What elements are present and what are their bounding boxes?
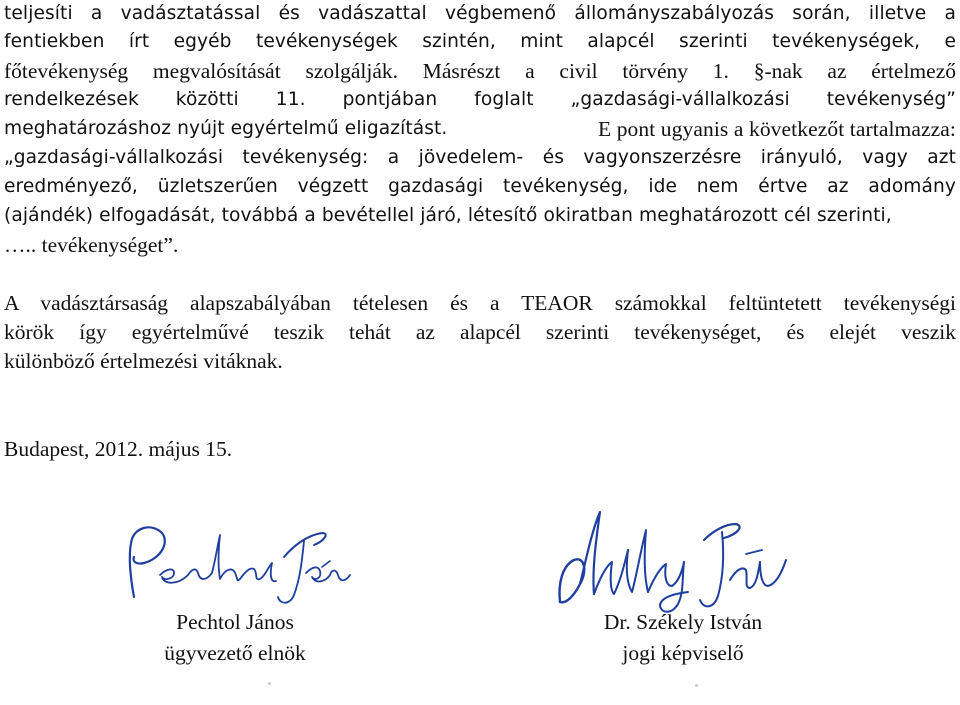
text-line: ….. tevékenységet”. bbox=[4, 233, 179, 257]
text-line: különböző értelmezési vitáknak. bbox=[4, 349, 283, 373]
text-line: körök így egyértelművé teszik tehát az alapcél szerinti tevékenységet, és elejét veszik bbox=[4, 320, 956, 344]
text-line: (ajándék) elfogadását, továbbá a bevétellel járó, létesítő okiratban meghatározott cél szerinti, bbox=[4, 205, 892, 226]
scan-speck bbox=[695, 684, 698, 687]
signatory-block bbox=[130, 607, 340, 669]
scan-speck bbox=[268, 682, 271, 685]
text-line: eredményező, üzletszerűen végzett gazdasági tevékenység, ide nem értve az adomány bbox=[4, 176, 956, 197]
text-fragment: E pont ugyanis a következőt tartalmazza: bbox=[597, 117, 956, 141]
signatory-role: ügyvezető elnök bbox=[164, 641, 306, 665]
signature-image bbox=[108, 505, 358, 615]
signatory-role: jogi képviselő bbox=[622, 641, 744, 665]
signature-image bbox=[548, 500, 798, 620]
date-line: Budapest, 2012. május 15. bbox=[4, 437, 233, 461]
signatory-name: Dr. Székely István bbox=[603, 610, 763, 634]
text-line: „gazdasági-vállalkozási tevékenység: a jövedelem- és vagyonszerzésre irányuló, vagy azt bbox=[4, 147, 956, 168]
text-line: rendelkezések közötti 11. pontjában foglalt „gazdasági-vállalkozási tevékenység” bbox=[4, 89, 956, 110]
text-line: teljesíti a vadásztatással és vadászattal végbemenő állományszabályozás során, illetve a bbox=[4, 3, 956, 24]
text-line-mixed bbox=[4, 115, 956, 143]
text-line: fentiekben írt egyéb tevékenységek szintén, mint alapcél szerinti tevékenységek, e bbox=[4, 31, 956, 52]
signatory-block bbox=[578, 607, 788, 669]
text-line: A vadásztársaság alapszabályában tételesen és a TEAOR számokkal feltüntetett tevékenységi bbox=[4, 291, 956, 315]
text-fragment: meghatározáshoz nyújt egyértelmű eligazítást. bbox=[4, 118, 448, 139]
text-line: főtevékenység megvalósítását szolgálják. Másrészt a civil törvény 1. §-nak az értelmező bbox=[4, 59, 956, 83]
signatory-name: Pechtol János bbox=[176, 610, 294, 634]
